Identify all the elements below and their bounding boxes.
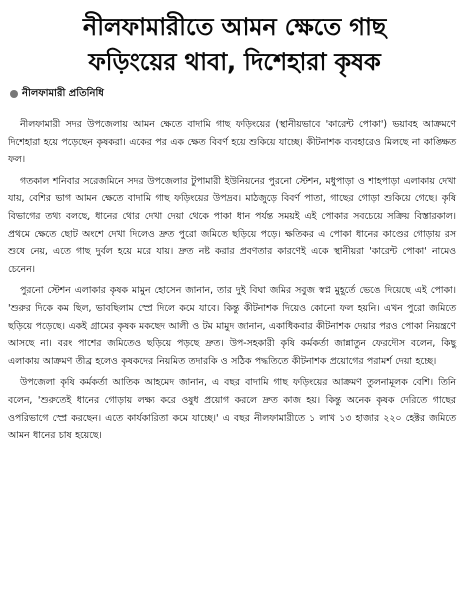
paragraph-2: গতকাল শনিবার সরেজমিনে সদর উপজেলার টুপামারী ইউনিয়নের পুরনো স্টেশন, মধুপাড়া ও শাহপাড়া এলাকায় দেখা যায়, বেশির ভাগ আমন ক্ষেতে বাদামি গাছ ফড়িংয়ের উপদ্রব। মাঠজুড়ে বিবর্ণ পাতা, গাছের গোড়া শুকিয়ে গেছে। কৃষি বিভাগের তথ্য বলছে, ধানের থোর দেখা দেয়া থেকে পাকা ধান পর্যন্ত সময়ই এই পোকার সবচেয়ে সক্রিয় বিস্তারকাল। প্রথমে ক্ষেতে ছোট অংশে দেখা দিলেও দ্রুত পুরো জমিতে ছড়িয়ে পড়ে। ক্ষতিকর এ পোকা ধানের কাণ্ডের গোড়ায় রস শুষে নেয়, এতে গাছ দুর্বল হয়ে মরে যায়। দ্রুত নষ্ট করার প্রবণতার কারণেই একে স্থানীয়রা 'কারেন্ট পোকা' নামেও চেনেন। — [8, 175, 456, 275]
paragraph-4: উপজেলা কৃষি কর্মকর্তা আতিক আহমেদ জানান, এ বছর বাদামি গাছ ফড়িংয়ের আক্রমণ তুলনামূলক বেশি। তিনি বলেন, 'শুরুতেই ধানের গোড়ায় লক্ষ্য করে ওষুধ প্রয়োগ করলে দ্রুত কাজ হয়। কিন্তু অনেক কৃষক দেরিতে গাছের ওপরিভাগে স্প্রে করছেন। এতে কার্যকারিতা কমে যাচ্ছে।' এ বছর নীলফামারীতে ১ লাখ ১৩ হাজার ২২০ হেক্টর জমিতে আমন ধানের চাষ হয়েছে। — [8, 377, 456, 442]
headline-line-2: ফড়িংয়ের থাবা, দিশেহারা কৃষক — [88, 48, 381, 76]
headline — [0, 0, 469, 80]
headline-line-1: নীলফামারীতে আমন ক্ষেতে গাছ — [82, 13, 387, 41]
byline-text: নীলফামারী প্রতিনিধি — [22, 87, 104, 99]
article-body — [8, 116, 456, 449]
paragraph-3: পুরনো স্টেশন এলাকার কৃষক মামুন হোসেন জানান, তার দুই বিঘা জমির সবুজ স্বপ্ন মুহূর্তে ভেঙে দিয়েছে এই পোকা। 'শুরুর দিকে কম ছিল, ভাবছিলাম স্প্রে দিলে কমে যাবে। কিন্তু কীটনাশক দিয়েও কোনো ফল হয়নি। এখন পুরো জমিতে ছড়িয়ে পড়েছে। একই গ্রামের কৃষক মকছেদ আলী ও টম মামুদ জানান, একাধিকবার কীটনাশক দেয়ার পরও পোকা নিয়ন্ত্রণে আসছে না। বরং পাশের জমিতেও ছড়িয়ে পড়ছে দ্রুত। উপ-সহকারী কৃষি কর্মকর্তা জান্নাতুন ফেরদৌস বলেন, কিছু এলাকায় আক্রমণ তীব্র হলেও কৃষকদের নিয়মিত তদারকি ও সঠিক পদ্ধতিতে কীটনাশক প্রয়োগের পরামর্শ দেয়া হচ্ছে। — [8, 285, 456, 367]
bullet-icon — [10, 90, 18, 98]
paragraph-1: নীলফামারী সদর উপজেলায় আমন ক্ষেতে বাদামি গাছ ফড়িংয়ের (স্থানীয়ভাবে 'কারেন্ট পোকা') ভয়াবহ আক্রমণে দিশেহারা হয়ে পড়েছেন কৃষকরা। একের পর এক ক্ষেত বিবর্ণ হয়ে শুকিয়ে যাচ্ছে। কীটনাশক ব্যবহারেও মিলছে না কাঙ্ক্ষিত ফল। — [8, 119, 456, 166]
byline — [10, 86, 469, 102]
